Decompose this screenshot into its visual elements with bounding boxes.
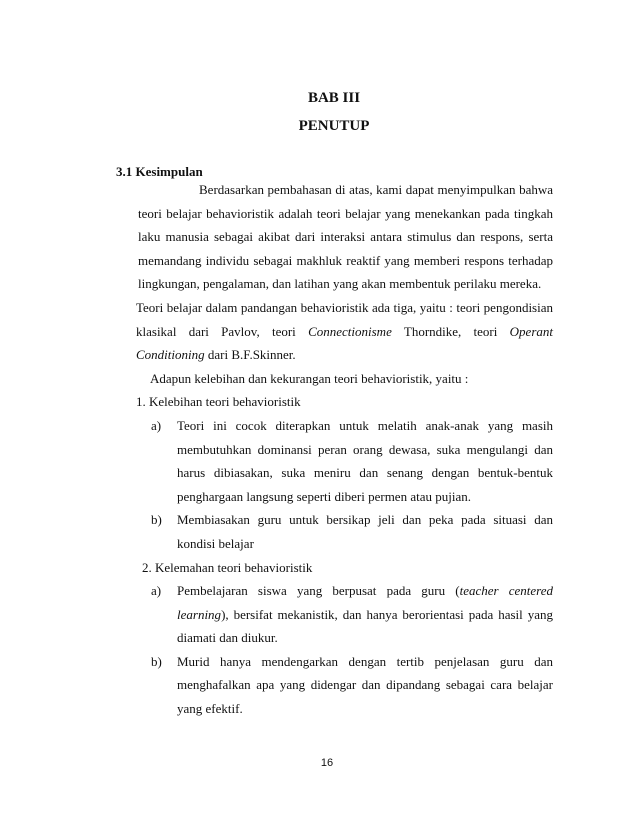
list-item-text: Membiasakan guru untuk bersikap jeli dan peka pada situasi dan kondisi belajar (177, 512, 553, 551)
list-item-text-2: ), bersifat mekanistik, dan hanya berorientasi pada hasil yang diamati dan diukur. (177, 606, 553, 646)
teacher-centered-term: teacher centered learning (177, 583, 553, 622)
list-item-text: Murid hanya mendengarkan dengan tertib penjelasan guru dan menghafalkan apa yang didengar dan dipandang sebagai cara belajar yang efektif. (177, 653, 553, 717)
list-item-letter: a) (151, 583, 162, 599)
operant-conditioning-term: Operant Conditioning (136, 323, 553, 363)
list-item-text-1: Pembelajaran siswa yang berpusat pada guru ( (177, 583, 460, 599)
chapter-subtitle: PENUTUP (298, 118, 370, 134)
connectionisme-term: Connectionisme (308, 323, 392, 339)
paragraph-summary: Berdasarkan pembahasan di atas, kami dapat menyimpulkan bahwa teori belajar behavioristik adalah teori belajar yang menekankan pada tingkah laku manusia sebagai akibat dari interaksi antara stimulus dan respons, serta memandang individu sebagai makhluk reaktif yang memberi respons terhadap lingkungan, pengalaman, dan latihan yang akan membentuk perilaku mereka. (138, 182, 553, 292)
list-item-text: Teori ini cocok diterapkan untuk melatih anak-anak yang masih membutuhkan dominansi peran orang dewasa, suka mengulangi dan harus dibiasakan, suka meniru dan senang dengan bentuk-bentuk penghargaan langsung seperti diberi permen atau pujian. (177, 417, 553, 504)
chapter-title: BAB III (307, 90, 361, 106)
list-item-letter: b) (151, 512, 162, 528)
paragraph-intro-list: Adapun kelebihan dan kekurangan teori behavioristik, yaitu : (150, 370, 469, 386)
list-item-letter: b) (151, 653, 162, 669)
list-item (138, 508, 553, 555)
list-item-letter: a) (151, 417, 162, 433)
paragraph-theories-text-3: dari B.F.Skinner. (204, 347, 296, 363)
list-item (138, 414, 553, 508)
list-title-advantages: 1. Kelebihan teori behavioristik (136, 394, 301, 410)
list-item-text (177, 579, 553, 650)
list-item (138, 650, 553, 721)
paragraph-theories (136, 296, 553, 367)
document-body (138, 178, 553, 721)
list-title-weaknesses: 2. Kelemahan teori behavioristik (142, 559, 313, 575)
paragraph-theories-text-1: Teori belajar dalam pandangan behavioristik ada tiga, yaitu : teori pengondisian klasikal dari Pavlov, teori (136, 299, 553, 339)
list-item (138, 579, 553, 650)
paragraph-theories-text-2: Thorndike, teori (391, 323, 510, 339)
section-heading: 3.1 Kesimpulan (116, 164, 203, 179)
page-number: 16 (320, 757, 334, 769)
